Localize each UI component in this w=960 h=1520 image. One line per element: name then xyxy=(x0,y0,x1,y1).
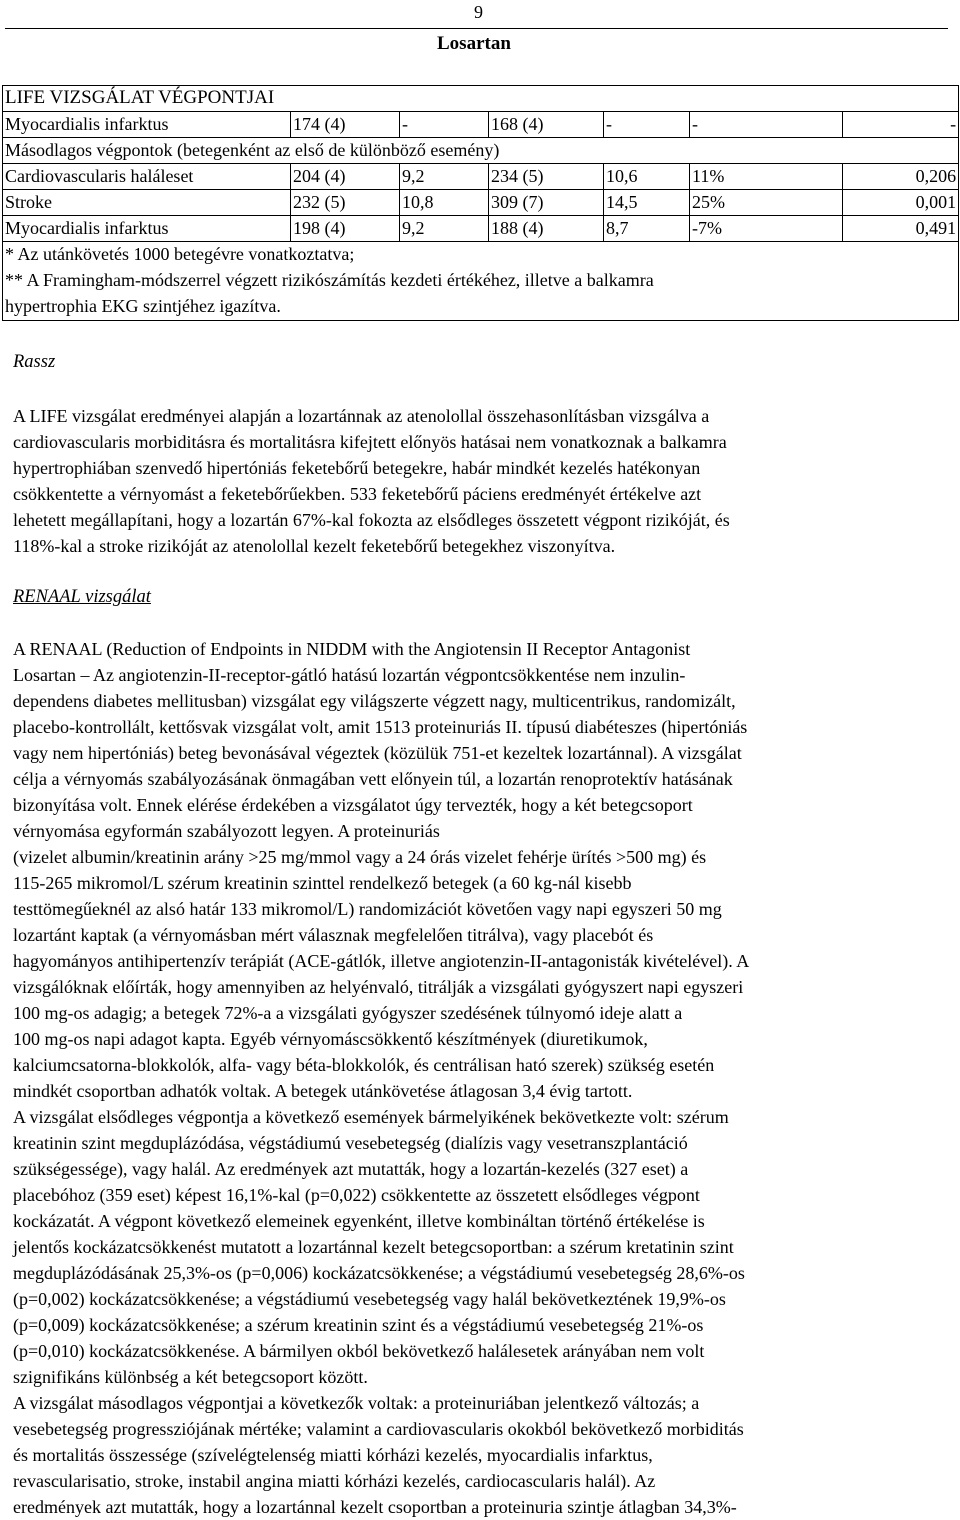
text-line: hagyományos antihipertenzív terápiát (ACE-gátlók, illetve angiotenzin-II-antagonisták kivételével). A xyxy=(13,951,750,971)
text-line: mindkét csoportban adhatók voltak. A betegek utánkövetése átlagosan 3,4 évig tartott. xyxy=(13,1081,633,1101)
table-cell: 168 (4) xyxy=(489,112,604,138)
footnote: hypertrophia EKG szintjéhez igazítva. xyxy=(5,296,281,316)
text-line: kreatinin szint megduplázódása, végstádiumú vesebetegség (dialízis vagy vesetranszplantáció xyxy=(13,1133,688,1153)
table-cell: - xyxy=(843,112,959,138)
table-footnotes xyxy=(3,242,959,321)
text-line: testtömegűeknél az alsó határ 133 mikromol/L) randomizációt követően vagy napi egyszeri 50 mg xyxy=(13,899,722,919)
table-row xyxy=(3,112,959,138)
text-line: megduplázódásának 25,3%-os (p=0,006) kockázatcsökkenése; a végstádiumú vesebetegség 28,6%-os xyxy=(13,1263,745,1283)
text-line: 115-265 mikromol/L szérum kreatinin szinttel rendelkező betegek (a 60 kg-nál kisebb xyxy=(13,873,632,893)
text-line: 100 mg-os napi adagot kapta. Egyéb vérnyomáscsökkentő készítmények (diuretikumok, xyxy=(13,1029,648,1049)
footnote: * Az utánkövetés 1000 betegévre vonatkoztatva; xyxy=(5,244,355,264)
table-row-label: Myocardialis infarktus xyxy=(3,216,291,242)
text-line: (p=0,010) kockázatcsökkenése. A bármilyen okból bekövetkező halálesetek arányában nem volt xyxy=(13,1341,705,1361)
text-line: 118%-kal a stroke rizikóját az atenolollal kezelt feketebőrű betegekhez viszonyítva. xyxy=(13,536,616,556)
table-row xyxy=(3,216,959,242)
text-line: bizonyítása volt. Ennek elérése érdekében a vizsgálatot úgy tervezték, hogy a két betegcsoport xyxy=(13,795,693,815)
page-number: 9 xyxy=(474,2,483,22)
table-cell: 234 (5) xyxy=(489,164,604,190)
table-cell: 204 (4) xyxy=(291,164,400,190)
table-cell: 232 (5) xyxy=(291,190,400,216)
table-row xyxy=(3,164,959,190)
table-cell: 9,2 xyxy=(400,164,489,190)
text-line: Losartan – Az angiotenzin-II-receptor-gátló hatású lozartán végpontcsökkentése nem inzulin- xyxy=(13,665,686,685)
text-line: dependens diabetes mellitusban) vizsgálat egy világszerte végzett nagy, multicentrikus, randomizált, xyxy=(13,691,736,711)
text-line: revascularisatio, stroke, instabil angina miatti kórházi kezelés, cardiocascularis halál). Az xyxy=(13,1471,656,1491)
text-line: (vizelet albumin/kreatinin arány >25 mg/mmol vagy a 24 órás vizelet fehérje ürítés >500 mg) és xyxy=(13,847,707,867)
renaal-heading: RENAAL vizsgálat xyxy=(13,587,151,607)
text-line: lozartánt kaptak (a vérnyomásban mért válasznak megfelelően titrálva), vagy placebót és xyxy=(13,925,654,945)
text-line: vizsgálóknak előírták, hogy amennyiben az helyénvaló, titrálják a vizsgálati gyógyszert napi egyszeri xyxy=(13,977,744,997)
text-line: kockázatát. A végpont következő elemeinek egyenként, illetve kombináltan történő értékelése is xyxy=(13,1211,705,1231)
renaal-paragraph xyxy=(13,636,948,1520)
text-line: placebo-kontrollált, kettősvak vizsgálat volt, amit 1513 proteinuriás II. típusú diabéteszes (hipertóniás xyxy=(13,717,748,737)
table-row-label: Stroke xyxy=(3,190,291,216)
table-cell: 14,5 xyxy=(604,190,690,216)
table-cell: - xyxy=(604,112,690,138)
text-line: lehetett megállapítani, hogy a lozartán 67%-kal fokozta az elsődleges összetett végpont rizikóját, és xyxy=(13,510,730,530)
text-line: vesebetegség progressziójának mértéke; valamint a cardiovascularis okokból bekövetkező morbiditás xyxy=(13,1419,744,1439)
table-cell: 11% xyxy=(690,164,843,190)
footnote: ** A Framingham-módszerrel végzett rizikószámítás kezdeti értékéhez, illetve a balkamra xyxy=(5,270,654,290)
text-line: célja a vérnyomás szabályozásának önmagában vett előnyein túl, a lozartán renoprotektív hatásának xyxy=(13,769,733,789)
text-line: A LIFE vizsgálat eredményei alapján a lozartánnak az atenolollal összehasonlításban vizsgálva a xyxy=(13,406,710,426)
text-line: jelentős kockázatcsökkenést mutatott a lozartánnal kezelt betegcsoportban: a szérum kretatinin szint xyxy=(13,1237,734,1257)
table-cell: 10,8 xyxy=(400,190,489,216)
table-cell: 309 (7) xyxy=(489,190,604,216)
table-footnote-row xyxy=(3,242,959,321)
text-line: A RENAAL (Reduction of Endpoints in NIDDM with the Angiotensin II Receptor Antagonist xyxy=(13,639,691,659)
table-cell: -7% xyxy=(690,216,843,242)
table-row-label: Cardiovascularis haláleset xyxy=(3,164,291,190)
table-cell: 10,6 xyxy=(604,164,690,190)
text-line: A vizsgálat másodlagos végpontjai a következők voltak: a proteinuriában jelentkező változás; a xyxy=(13,1393,700,1413)
text-line: hypertrophiában szenvedő hipertóniás feketebőrű betegekre, habár mindkét kezelés hatékonyan xyxy=(13,458,701,478)
text-line: szükségessége), vagy halál. Az eredmények azt mutatták, hogy a lozartán-kezelés (327 eset) a xyxy=(13,1159,689,1179)
text-line: vagy nem hipertóniás) beteg bevonásával végeztek (közülük 751-et kezeltek lozartánnal). A vizsgálat xyxy=(13,743,742,763)
table-cell: 0,206 xyxy=(843,164,959,190)
table-cell: 8,7 xyxy=(604,216,690,242)
text-line: cardiovascularis morbiditásra és mortalitásra kifejtett előnyös hatásai nem vonatkoznak a balkamra xyxy=(13,432,727,452)
table-cell: - xyxy=(690,112,843,138)
table-cell: 198 (4) xyxy=(291,216,400,242)
text-line: A vizsgálat elsődleges végpontja a következő események bármelyikének bekövetkezte volt: szérum xyxy=(13,1107,729,1127)
table-row-label: Myocardialis infarktus xyxy=(3,112,291,138)
table-cell: 9,2 xyxy=(400,216,489,242)
text-line: placebóhoz (359 eset) képest 16,1%-kal (p=0,022) csökkentette az összetett elsődleges végpont xyxy=(13,1185,700,1205)
table-cell: 0,001 xyxy=(843,190,959,216)
table-cell: 25% xyxy=(690,190,843,216)
text-line: kalciumcsatorna-blokkolók, alfa- vagy béta-blokkolók, és centrálisan ható szerek) szükség esetén xyxy=(13,1055,715,1075)
table-row xyxy=(3,138,959,164)
table-cell: 0,491 xyxy=(843,216,959,242)
text-line: vérnyomása egyformán szabályozott legyen. A proteinuriás xyxy=(13,821,440,841)
table-cell: 188 (4) xyxy=(489,216,604,242)
text-line: 100 mg-os adagig; a betegek 72%-a a vizsgálati gyógyszer szedésének túlnyomó ideje alatt a xyxy=(13,1003,683,1023)
table-section-label: Másodlagos végpontok (betegenként az első de különböző esemény) xyxy=(3,138,959,164)
table-cell: 174 (4) xyxy=(291,112,400,138)
text-line: eredmények azt mutatták, hogy a lozartánnal kezelt csoportban a proteinuria szintje átlagban 34,3%- xyxy=(13,1497,737,1517)
rassz-heading: Rassz xyxy=(13,352,56,372)
rassz-paragraph xyxy=(13,403,948,559)
text-line: (p=0,009) kockázatcsökkenése; a szérum kreatinin szint és a végstádiumú vesebetegség 21%-os xyxy=(13,1315,704,1335)
table-title-row xyxy=(3,86,959,112)
text-line: szignifikáns különbség a két betegcsoport között. xyxy=(13,1367,368,1387)
text-line: és mortalitás összessége (szívelégtelenség miatti kórházi kezelés, myocardialis infarktus, xyxy=(13,1445,653,1465)
table-row xyxy=(3,190,959,216)
header-rule xyxy=(5,28,948,29)
running-head: Losartan xyxy=(437,33,511,54)
table-cell: - xyxy=(400,112,489,138)
life-endpoints-table xyxy=(2,85,959,321)
text-line: (p=0,002) kockázatcsökkenése; a végstádiumú vesebetegség vagy halál bekövetkeztének 19,9%-os xyxy=(13,1289,726,1309)
table-title: LIFE VIZSGÁLAT VÉGPONTJAI xyxy=(3,86,959,112)
text-line: csökkentette a vérnyomást a feketebőrűekben. 533 feketebőrű páciens eredményét értékelve azt xyxy=(13,484,702,504)
